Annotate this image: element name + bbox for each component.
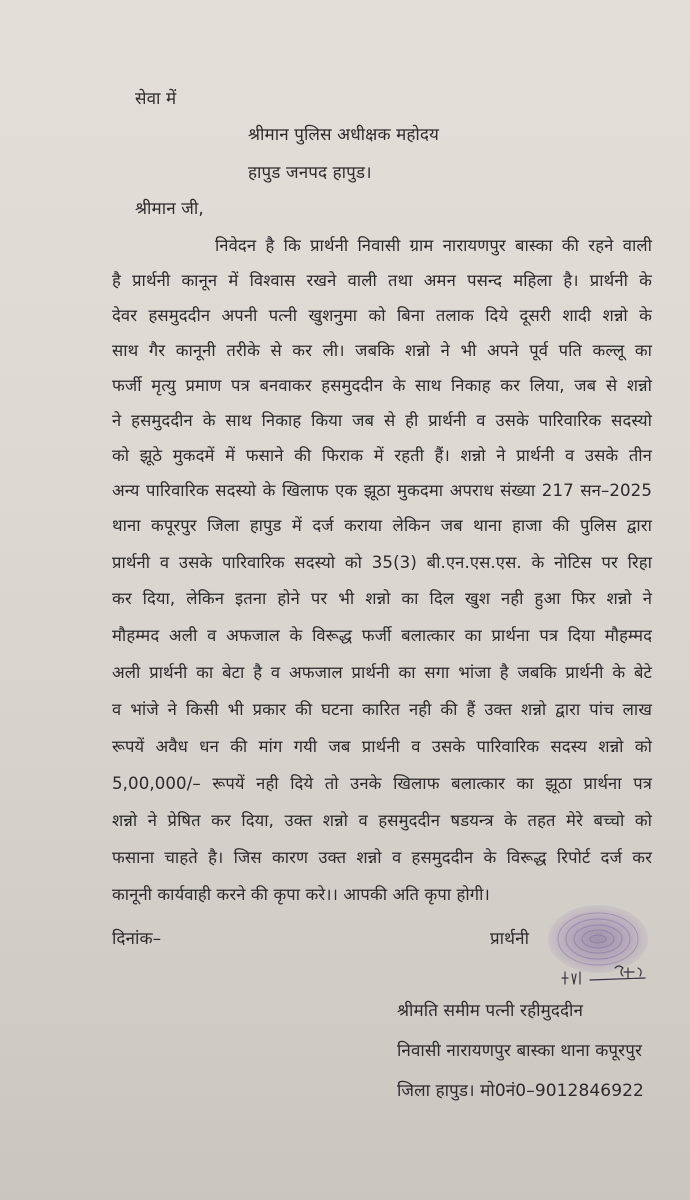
body-line: मौहम्मद अली व अफजाल के विरूद्ध फर्जी बलात्कार का प्रार्थना पत्र दिया मौहम्मद bbox=[112, 626, 652, 645]
date-label: दिनांक– bbox=[112, 929, 162, 949]
body-line: अली प्रार्थनी का बेटा है व अफजाल प्रार्थनी का सगा भांजा है जबकि प्रार्थनी के बेटे bbox=[112, 663, 652, 682]
greeting: श्रीमान जी, bbox=[135, 199, 204, 219]
body-line: निवेदन है कि प्रार्थनी निवासी ग्राम नारायणपुर बास्का की रहने वाली bbox=[215, 236, 652, 255]
body-line: ने हसमुददीन के साथ निकाह किया जब से ही प्रार्थनी व उसके पारिवारिक सदस्यो bbox=[112, 411, 652, 430]
body-line: फसाना चाहते है। जिस कारण उक्त शन्नो व हसमुददीन के विरूद्ध रिपोर्ट दर्ज कर bbox=[112, 848, 652, 867]
body-line: प्रार्थनी व उसके पारिवारिक सदस्यो को 35(3) बी.एन.एस.एस. के नोटिस पर रिहा bbox=[112, 553, 652, 572]
body-line: थाना कपूरपुर जिला हापुड में दर्ज कराया लेकिन जब थाना हाजा की पुलिस द्वारा bbox=[112, 516, 652, 535]
sender-name: श्रीमति समीम पत्नी रहीमुददीन bbox=[397, 1001, 584, 1021]
salutation-to: सेवा में bbox=[135, 89, 177, 109]
body-line: कर दिया, लेकिन इतना होने पर भी शन्नो का दिल खुश नही हुआ फिर शन्नो ने bbox=[112, 589, 652, 608]
body-line: साथ गैर कानूनी तरीके से कर ली। जबकि शन्नो ने भी अपने पूर्व पति कल्लू का bbox=[112, 341, 652, 360]
addressee-title: श्रीमान पुलिस अधीक्षक महोदय bbox=[248, 125, 440, 145]
body-line: रूपयें अवैध धन की मांग गयी जब प्रार्थनी व उसके पारिवारिक सदस्य शन्नो को bbox=[112, 737, 652, 756]
body-line: है प्रार्थनी कानून में विश्वास रखने वाली तथा अमन पसन्द महिला है। प्रार्थनी के bbox=[112, 271, 652, 290]
addressee-district: हापुड जनपद हापुड। bbox=[248, 163, 372, 183]
handwritten-signature bbox=[560, 958, 655, 993]
body-line: कानूनी कार्यवाही करने की कृपा करे।। आपकी अति कृपा होगी। bbox=[112, 885, 490, 904]
body-line: फर्जी मृत्यु प्रमाण पत्र बनवाकर हसमुददीन के साथ निकाह कर लिया, जब से शन्नो bbox=[112, 376, 652, 395]
body-line: 5,00,000/– रूपयें नही दिये तो उनके खिलाफ बलात्कार का झूठा प्रार्थना पत्र bbox=[112, 774, 652, 793]
sender-district-mobile: जिला हापुड। मो0नं0–9012846922 bbox=[397, 1081, 644, 1101]
body-line: शन्नो ने प्रेषित कर दिया, उक्त शन्नो व हसमुददीन षडयन्त्र के तहत मेरे बच्चो को bbox=[112, 811, 652, 830]
body-line: व भांजे ने किसी भी प्रकार की घटना कारित नही की हैं उक्त शन्नो द्वारा पांच लाख bbox=[112, 700, 652, 719]
body-line: अन्य पारिवारिक सदस्यो के खिलाफ एक झूठा मुकदमा अपराध संख्या 217 सन–2025 bbox=[112, 481, 652, 500]
body-line: देवर हसमुददीन अपनी पत्नी खुशनुमा को बिना तलाक दिये दूसरी शादी शन्नो के bbox=[112, 306, 652, 325]
sender-address: निवासी नारायणपुर बास्का थाना कपूरपुर bbox=[397, 1041, 643, 1061]
body-line: को झूठे मुकदमें में फसाने की फिराक में रहती हैं। शन्नो ने प्रार्थनी व उसके तीन bbox=[112, 446, 652, 465]
applicant-label: प्रार्थनी bbox=[490, 929, 530, 949]
